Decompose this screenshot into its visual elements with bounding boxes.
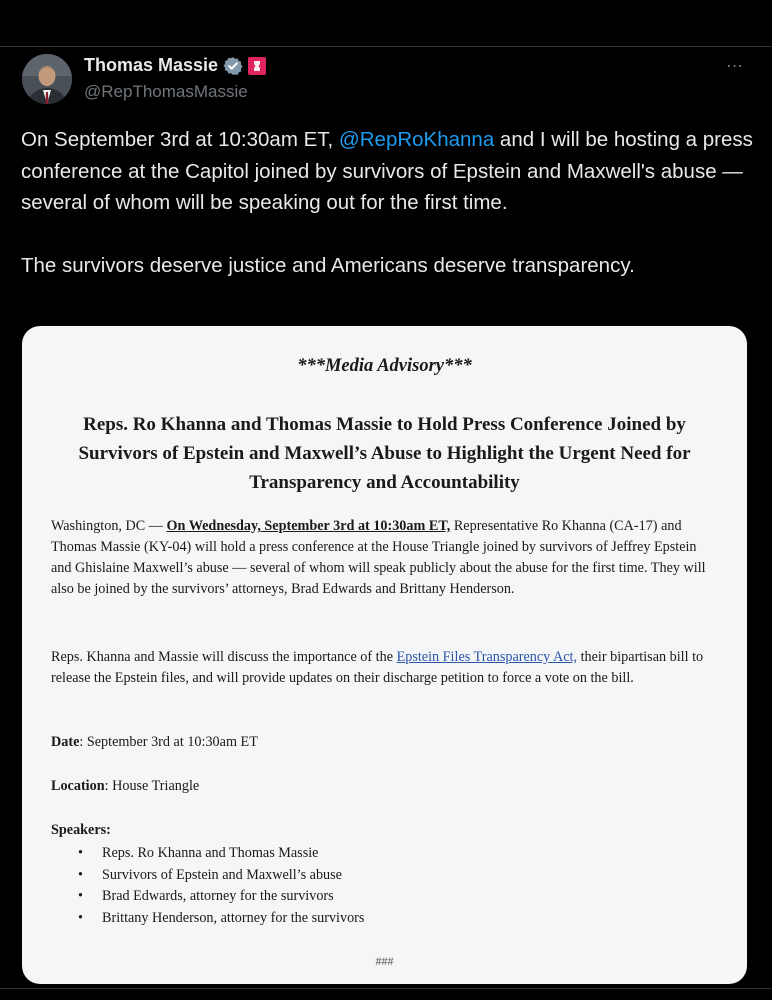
tweet-text-part2: and I will be hosting a press conference at the Capitol joined by survivors of Epstein and Maxwell's abuse — several of whom will be speaking out for the first time. bbox=[21, 128, 753, 214]
bullet-icon: • bbox=[78, 888, 83, 904]
location-value: : House Triangle bbox=[104, 778, 200, 794]
bullet-icon: • bbox=[78, 909, 83, 926]
speaker-name: Brad Edwards, attorney for the survivors bbox=[102, 888, 334, 904]
bullet-icon: • bbox=[78, 845, 83, 861]
avatar[interactable] bbox=[22, 54, 72, 104]
date-row bbox=[51, 734, 258, 751]
verified-icon bbox=[223, 56, 243, 76]
media-advisory-document bbox=[22, 326, 747, 984]
list-item bbox=[72, 908, 672, 930]
tweet-text bbox=[21, 124, 756, 281]
list-item bbox=[72, 843, 672, 865]
author-handle[interactable]: @RepThomasMassie bbox=[84, 82, 248, 101]
more-icon[interactable]: … bbox=[725, 51, 745, 71]
epstein-act-link: Epstein Files Transparency Act, bbox=[396, 649, 578, 665]
list-item bbox=[72, 865, 672, 887]
speakers-list bbox=[72, 843, 672, 929]
bullet-icon: • bbox=[78, 866, 83, 883]
para1-body: Representative Ro Khanna (CA-17) and Thomas Massie (KY-04) will hold a press conference at the House Triangle joined by survivors of Jeffrey Epstein and Ghislaine Maxwell’s abuse — several of whom will speak publicly about the abuse for the first time. They will also be joined by the survivors’ attorneys, Brad Edwards and Brittany Henderson. bbox=[51, 518, 706, 597]
speaker-name: Reps. Ro Khanna and Thomas Massie bbox=[102, 845, 319, 861]
speaker-name: Brittany Henderson, attorney for the survivors bbox=[102, 909, 365, 926]
advisory-title: ***Media Advisory*** bbox=[297, 356, 472, 376]
location-label: Location bbox=[51, 778, 105, 794]
tweet-paragraph-2: The survivors deserve justice and Americans deserve transparency. bbox=[21, 253, 635, 277]
bottom-divider bbox=[0, 988, 772, 989]
document-paragraph-2 bbox=[51, 647, 717, 689]
para2-lead: Reps. Khanna and Massie will discuss the importance of the bbox=[51, 649, 397, 665]
media-image[interactable] bbox=[22, 326, 747, 984]
para1-lead: Washington, DC — bbox=[51, 518, 167, 534]
date-label: Date bbox=[51, 734, 80, 750]
mention-link[interactable]: @RepRoKhanna bbox=[338, 128, 495, 151]
author-name[interactable]: Thomas Massie bbox=[84, 55, 219, 75]
speakers-heading: Speakers: bbox=[51, 822, 111, 838]
document-headline: Reps. Ro Khanna and Thomas Massie to Hold Press Conference Joined by Survivors of Epstein and Maxwell’s Abuse to Highlight the Urgent Need for Transparency and Accountability bbox=[78, 414, 691, 493]
document-paragraph-1 bbox=[51, 516, 717, 600]
paragraph-gap bbox=[21, 219, 756, 250]
date-value: : September 3rd at 10:30am ET bbox=[79, 734, 258, 750]
author-row bbox=[84, 55, 266, 76]
tweet-text-part1: On September 3rd at 10:30am ET, bbox=[21, 128, 339, 151]
para2-body: their bipartisan bill to release the Epstein files, and will provide updates on their discharge petition to force a vote on the bill. bbox=[51, 649, 704, 686]
speaker-name: Survivors of Epstein and Maxwell’s abuse bbox=[102, 866, 342, 883]
party-flag-icon bbox=[248, 57, 266, 75]
tweet-paragraph-1 bbox=[21, 124, 756, 219]
list-item bbox=[72, 886, 672, 908]
para1-dateline: On Wednesday, September 3rd at 10:30am ET, bbox=[166, 518, 451, 534]
location-row bbox=[51, 778, 199, 795]
top-divider bbox=[0, 46, 772, 47]
end-mark: ### bbox=[375, 954, 394, 968]
